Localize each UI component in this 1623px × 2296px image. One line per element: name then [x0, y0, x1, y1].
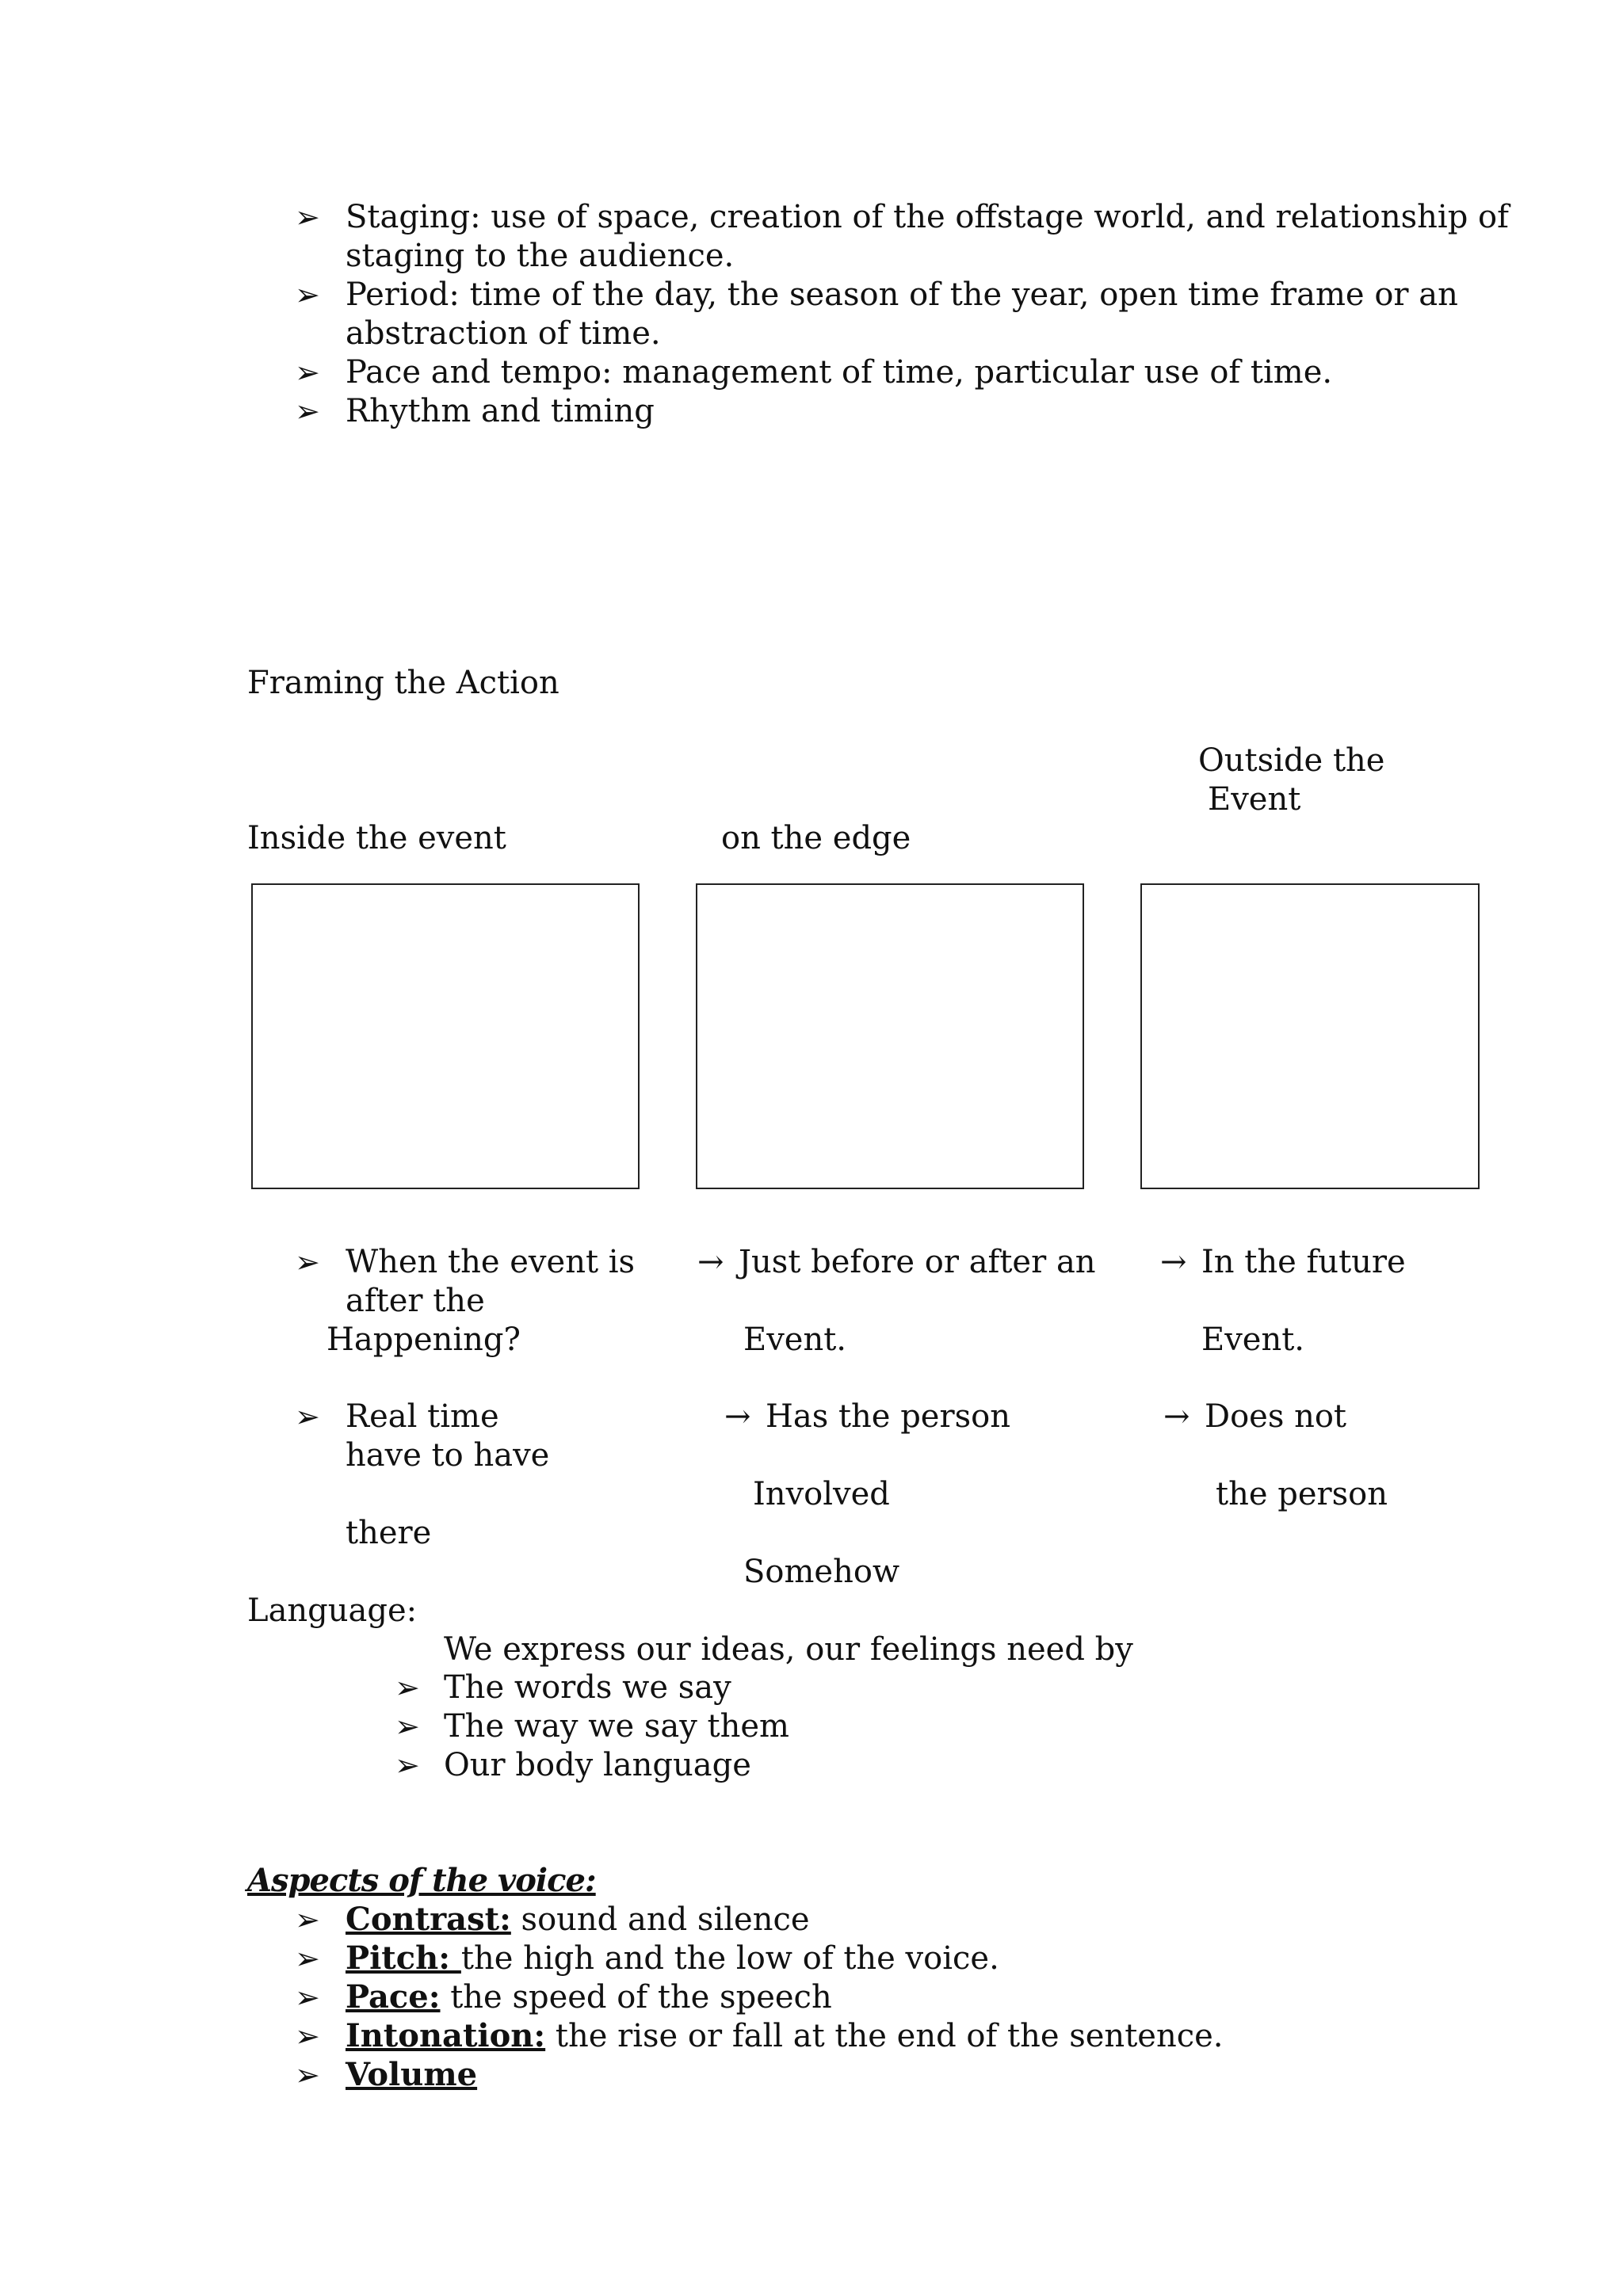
bullet-icon: ➢ — [295, 1980, 320, 2015]
col3-text: In the future — [1201, 1244, 1406, 1280]
col3-text: Does not — [1205, 1398, 1346, 1435]
voice-desc: sound and silence — [510, 1901, 810, 1938]
arrow-icon: → — [1163, 1398, 1190, 1435]
language-item: The way we say them — [444, 1708, 789, 1745]
bullet-icon: ➢ — [295, 277, 320, 312]
col1-text: Happening? — [327, 1322, 521, 1358]
col3-text: the person — [1216, 1476, 1388, 1512]
language-heading: Language: — [247, 1592, 418, 1629]
col2-text: Just before or after an — [739, 1244, 1096, 1280]
voice-term: Pitch: — [346, 1939, 461, 1977]
outside-event-box — [1140, 883, 1480, 1189]
voice-item — [346, 1939, 999, 1978]
col2-text: Event. — [743, 1322, 847, 1358]
bullet-icon: ➢ — [295, 355, 320, 390]
voice-term: Intonation: — [346, 2017, 546, 2054]
voice-desc: the rise or fall at the end of the sentence. — [545, 2018, 1224, 2054]
bullet-icon: ➢ — [295, 200, 320, 235]
voice-term: Volume — [346, 2056, 478, 2093]
bullet-icon: ➢ — [295, 394, 320, 429]
language-item: Our body language — [444, 1747, 751, 1783]
col1-text: When the event is — [346, 1244, 636, 1280]
bullet-icon: ➢ — [395, 1748, 420, 1783]
col1-text: Real time — [346, 1398, 499, 1435]
language-item: The words we say — [444, 1669, 731, 1706]
bullet-icon: ➢ — [295, 1399, 320, 1434]
bullet-icon: ➢ — [395, 1670, 420, 1705]
bullet-text: staging to the audience. — [346, 238, 735, 274]
bullet-text: abstraction of time. — [346, 315, 661, 352]
voice-term: Contrast: — [346, 1901, 511, 1938]
arrow-icon: → — [697, 1244, 724, 1280]
voice-item — [346, 1901, 810, 1939]
arrow-icon: → — [1160, 1244, 1187, 1280]
voice-term: Pace: — [346, 1978, 441, 2016]
voice-desc: the high and the low of the voice. — [460, 1940, 999, 1977]
inside-event-box — [251, 883, 640, 1189]
col3-label: Outside the — [1198, 742, 1385, 779]
voice-item — [346, 1978, 832, 2016]
arrow-icon: → — [724, 1398, 751, 1435]
col3-text: Event. — [1201, 1322, 1305, 1358]
bullet-text: Rhythm and timing — [346, 393, 655, 429]
col1-label: Inside the event — [247, 820, 506, 856]
col1-text: after the — [346, 1283, 485, 1319]
bullet-text: Pace and tempo: management of time, particular use of time. — [346, 354, 1333, 391]
bullet-icon: ➢ — [395, 1709, 420, 1744]
bullet-text: Staging: use of space, creation of the offstage world, and relationship of — [346, 199, 1509, 235]
bullet-text: Period: time of the day, the season of the year, open time frame or an — [346, 277, 1458, 313]
voice-heading: Aspects of the voice: — [247, 1862, 596, 1899]
col2-text: Somehow — [743, 1554, 900, 1590]
voice-item — [346, 2056, 477, 2094]
col3-label: Event — [1208, 781, 1301, 818]
bullet-icon: ➢ — [295, 1941, 320, 1976]
bullet-icon: ➢ — [295, 2019, 320, 2054]
col2-text: Involved — [753, 1476, 890, 1512]
voice-item — [346, 2017, 1224, 2055]
col1-text: have to have — [346, 1437, 550, 1474]
edge-event-box — [696, 883, 1084, 1189]
voice-desc: the speed of the speech — [440, 1979, 832, 2016]
col2-text: Has the person — [766, 1398, 1010, 1435]
bullet-icon: ➢ — [295, 1902, 320, 1937]
framing-heading: Framing the Action — [247, 665, 559, 701]
col1-text: there — [346, 1515, 432, 1551]
col2-label: on the edge — [721, 820, 911, 856]
bullet-icon: ➢ — [295, 1245, 320, 1280]
bullet-icon: ➢ — [295, 2058, 320, 2092]
language-intro: We express our ideas, our feelings need by — [444, 1631, 1133, 1668]
